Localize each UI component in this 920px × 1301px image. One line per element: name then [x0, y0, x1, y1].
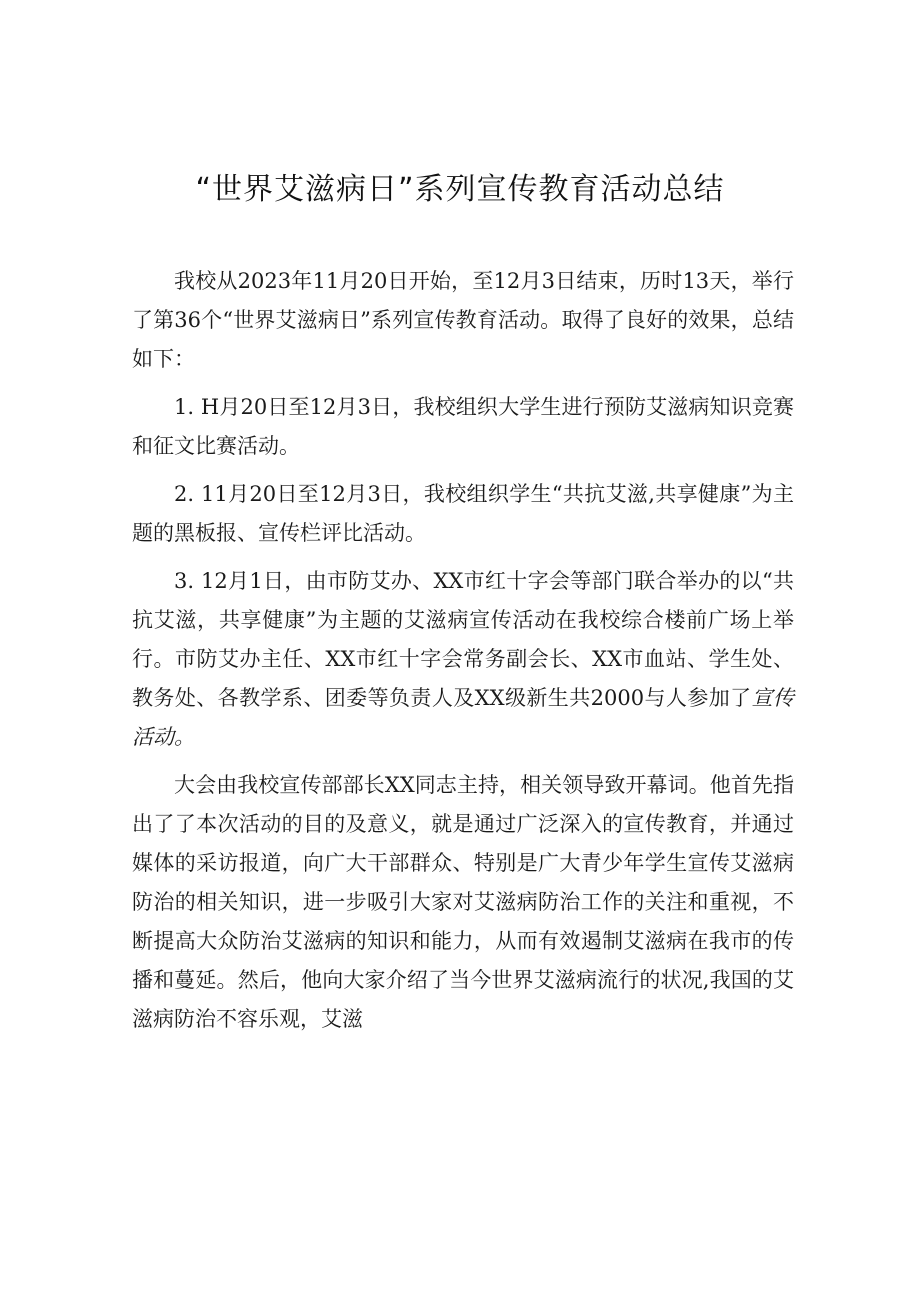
paragraph-intro: 我校从2023年11月20日开始，至12月3日结束，历时13天，举行了第36个“世界艾滋病日”系列宣传教育活动。取得了良好的效果，总结如下：	[132, 269, 794, 371]
paragraph-item-3	[132, 562, 794, 757]
paragraph-assembly: 大会由我校宣传部部长XX同志主持，相关领导致开幕词。他首先指出了了本次活动的目的及意义，就是通过广泛深入的宣传教育，并通过媒体的采访报道，向广大干部群众、特别是广大青少年学生宣传艾滋病防治的相关知识，进一步吸引大家对艾滋病防治工作的关注和重视，不断提高大众防治艾滋病的知识和能力，从而有效遏制艾滋病在我市的传播和蔓延。然后，他向大家介绍了当今世界艾滋病流行的状况,我国的艾滋病防治不容乐观，艾滋	[132, 773, 794, 1031]
paragraph-item-3-italic-text: 宣传活动。	[132, 686, 795, 749]
paragraph-item-2: 2. 11月20日至12月3日，我校组织学生“共抗艾滋,共享健康”为主题的黑板报、宣传栏评比活动。	[132, 482, 794, 545]
document-body	[132, 262, 794, 1039]
paragraph-item-3-text: 3. 12月1日，由市防艾办、XX市红十字会等部门联合举办的以“共抗艾滋，共享健康”为主题的艾滋病宣传活动在我校综合楼前广场上举行。市防艾办主任、XX市红十字会常务副会长、XX市血站、学生处、教务处、各教学系、团委等负责人及XX级新生共2000与人参加了	[132, 569, 794, 710]
document-title: “世界艾滋病日”系列宣传教育活动总结	[195, 172, 725, 207]
paragraph-item-1: 1. H月20日至12月3日，我校组织大学生进行预防艾滋病知识竞赛和征文比赛活动。	[132, 395, 794, 458]
